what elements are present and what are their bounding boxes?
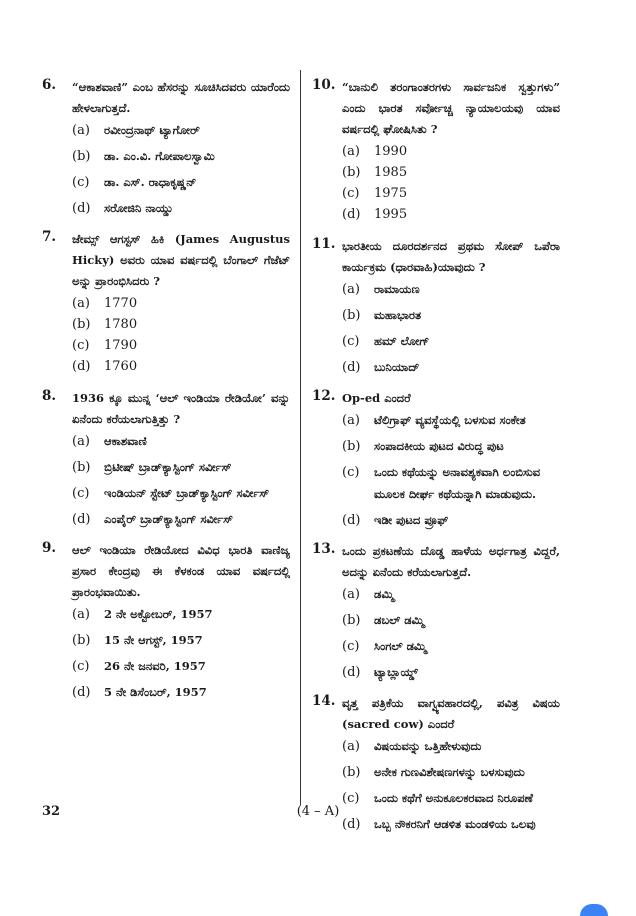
option-text: ಡಬಲ್ ಡಮ್ಮಿ [374,613,425,627]
option-label: (c) [342,639,360,654]
option-text: ಟ್ಯಾಬ್ಲಾಯ್ಡ್ [374,665,418,679]
option-label: (d) [72,685,91,700]
option-text: 5 ನೇ ಡಿಸೆಂಬರ್, 1957 [104,685,207,699]
option-a [342,739,560,757]
option-b [342,765,560,783]
option-b [342,613,560,631]
option-text: ಆಕಾಶವಾಣಿ [104,434,147,448]
option-a [342,413,560,431]
option-text: ಅನೇಕ ಗುಣವಿಶೇಷಣಗಳನ್ನು ಬಳಸುವುದು [374,765,525,779]
question-number: 13. [312,541,336,557]
option-c [342,186,560,205]
option-label: (c) [72,486,90,501]
option-label: (a) [72,607,90,622]
question-text: Op-ed ಎಂದರೆ [342,391,411,405]
option-list [342,282,560,378]
option-b [342,165,560,184]
option-label: (a) [342,587,360,602]
option-a [342,587,560,605]
option-text: ರವೀಂದ್ರನಾಥ್ ಟ್ಯಾಗೋರ್ [104,123,200,137]
option-text: 1760 [104,359,138,374]
page-number: 32 [42,804,61,819]
question-13 [312,541,560,683]
option-label: (b) [342,308,361,323]
option-label: (a) [72,123,90,138]
option-c [72,338,290,357]
corner-overlay-icon [580,904,608,916]
option-text: ಮಹಾಭಾರತ [374,308,422,322]
booklet-code: (4 – A) [296,804,340,819]
option-label: (d) [342,817,361,832]
option-label: (b) [342,439,361,454]
option-d [342,817,560,835]
option-text: ಒಂದು ಕಥೆಗೆ ಅನುಕೂಲಕರವಾದ ನಿರೂಪಣೆ [374,791,533,805]
option-text: 1990 [374,144,408,159]
question-text: ಒಂದು ಪ್ರಕಟಣೆಯ ದೊಡ್ಡ ಹಾಳೆಯ ಅರ್ಧಗಾತ್ರ ವಿದ್ದರೆ, ಅದನ್ನು ಏನೆಂದು ಕರೆಯಲಾಗುತ್ತದೆ. [342,544,560,579]
question-text: “ಬಾನುಲಿ ತರಂಗಾಂತರಗಳು ಸಾರ್ವಜನಿಕ ಸ್ವತ್ತುಗಳು” ಎಂದು ಭಾರತ ಸರ್ವೋಚ್ಚ ನ್ಯಾಯಾಲಯವು ಯಾವ ವರ್ಷದಲ್ಲಿ ಘೋಷಿಸಿತು ? [342,80,560,136]
option-label: (a) [342,739,360,754]
option-label: (b) [72,317,91,332]
option-text: ಡಮ್ಮಿ [374,587,394,601]
question-number: 8. [42,388,57,404]
option-label: (d) [342,665,361,680]
option-c [72,486,290,504]
question-number: 6. [42,77,57,93]
option-text: ಬ್ರಿಟೀಷ್ ಬ್ರಾಡ್‌ಕ್ಯಾಸ್ಟಿಂಗ್ ಸರ್ವೀಸ್ [104,460,232,474]
option-label: (b) [72,633,91,648]
option-label: (d) [72,359,91,374]
option-label: (a) [342,144,360,159]
option-label: (a) [342,413,360,428]
option-text: ಒಂದು ಕಥೆಯನ್ನು ಅನಾವಶ್ಯಕವಾಗಿ ಲಂಬಿಸುವ ಮೂಲಕ ದೀರ್ಘ ಕಥೆಯನ್ನಾಗಿ ಮಾಡುವುದು. [374,465,541,501]
option-b [72,460,290,478]
option-c [72,659,290,677]
option-label: (a) [72,296,90,311]
option-a [72,607,290,625]
question-text: “ಆಕಾಶವಾಣಿ” ಎಂಬ ಹೆಸರನ್ನು ಸೂಚಿಸಿದವರು ಯಾರೆಂದು ಹೇಳಲಾಗುತ್ತದೆ. [72,80,290,115]
option-b [342,308,560,326]
option-c [72,175,290,193]
option-a [72,434,290,452]
option-text: ಸಿಂಗಲ್ ಡಮ್ಮಿ [374,639,427,653]
option-text: ಹಮ್ ಲೋಗ್ [374,334,430,348]
option-c [342,639,560,657]
option-a [342,282,560,300]
question-number: 14. [312,693,336,709]
option-text: ಟೆಲಿಗ್ರಾಫ್ ವ್ಯವಸ್ಥೆಯಲ್ಲಿ ಬಳಸುವ ಸಂಕೇತ [374,413,526,427]
option-text: ಡಾ. ಎಸ್. ರಾಧಾಕೃಷ್ಣನ್ [104,175,197,189]
option-label: (c) [342,186,360,201]
option-label: (a) [342,282,360,297]
option-list [72,296,290,378]
option-text: 15 ನೇ ಆಗಸ್ಟ್, 1957 [104,633,203,647]
option-b [342,439,560,457]
question-text: ಆಲ್ ಇಂಡಿಯಾ ರೇಡಿಯೋದ ವಿವಿಧ ಭಾರತಿ ವಾಣಿಜ್ಯ ಪ್ರಸಾರ ಕೇಂದ್ರವು ಈ ಕೆಳಕಂಡ ಯಾವ ವರ್ಷದಲ್ಲಿ ಪ್ರಾರಂಭವಾಯಿತು. [72,543,290,599]
question-number: 9. [42,540,57,556]
option-list [342,144,560,226]
option-text: ಒಬ್ಬ ನೌಕರನಿಗೆ ಆಡಳಿತ ಮಂಡಳಿಯ ಒಲವು [374,817,536,831]
option-list [72,434,290,530]
option-b [72,149,290,167]
option-a [342,144,560,163]
option-label: (c) [342,334,360,349]
option-label: (b) [72,460,91,475]
question-10 [312,77,560,226]
option-list [342,739,560,835]
option-label: (b) [72,149,91,164]
option-text: 26 ನೇ ಜನವರಿ, 1957 [104,659,206,673]
option-text: ಸರೋಜಿನಿ ನಾಯ್ಡು [104,201,174,215]
option-text: ಡಾ. ಎಂ.ವಿ. ಗೋಪಾಲಸ್ವಾಮಿ [104,149,215,163]
option-text: ವಿಷಯವನ್ನು ಒತ್ತಿಹೇಳುವುದು [374,739,482,753]
option-list [72,123,290,219]
option-text: ಇಡೀ ಪುಟದ ಪ್ರೂಫ್ [374,513,449,527]
option-label: (b) [342,165,361,180]
option-text: 1770 [104,296,138,311]
question-7 [42,229,290,378]
right-column [312,77,560,845]
question-text: ಭಾರತೀಯ ದೂರದರ್ಶನದ ಪ್ರಥಮ ಸೋಪ್ ಒಪೆರಾ ಕಾರ್ಯಕ್ರಮ (ಧಾರವಾಹಿ)ಯಾವುದು ? [342,239,560,274]
option-text: ಬುನಿಯಾದ್ [374,360,420,374]
option-text: ಎಂಪೈರ್ ಬ್ರಾಡ್‌ಕ್ಯಾಸ್ಟಿಂಗ್ ಸರ್ವೀಸ್ [104,512,233,526]
column-divider [300,70,301,805]
option-list [342,413,560,531]
question-number: 11. [312,236,336,252]
question-number: 12. [312,388,336,404]
option-text: ಸಂಪಾದಕೀಯ ಪುಟದ ವಿರುದ್ಧ ಪುಟ [374,439,504,453]
question-9 [42,540,290,703]
option-label: (d) [342,207,361,222]
option-label: (d) [342,513,361,528]
option-text: 1975 [374,186,408,201]
option-label: (c) [72,175,90,190]
option-text: 1780 [104,317,138,332]
question-8 [42,388,290,530]
option-label: (b) [342,613,361,628]
option-c [342,334,560,352]
option-b [72,633,290,651]
option-d [72,359,290,378]
option-d [72,512,290,530]
option-label: (c) [72,338,90,353]
question-number: 7. [42,229,57,245]
question-text: 1936 ಕ್ಕೂ ಮುನ್ನ ‘ಆಲ್ ಇಂಡಿಯಾ ರೇಡಿಯೋ’ ವನ್ನು ಏನೆಂದು ಕರೆಯಲಾಗುತ್ತಿತ್ತು ? [72,391,290,426]
option-label: (c) [72,659,90,674]
option-list [342,587,560,683]
option-text: ರಾಮಾಯಣ [374,282,420,296]
option-label: (c) [342,465,360,480]
option-d [342,665,560,683]
option-text: 1985 [374,165,408,180]
question-text: ವೃತ್ತ ಪತ್ರಿಕೆಯ ವಾಗ್ವ್ಯವಹಾರದಲ್ಲಿ, ಪವಿತ್ರ ವಿಷಯ (sacred cow) ಎಂದರೆ [342,696,560,731]
option-text: 1790 [104,338,138,353]
question-11 [312,236,560,378]
option-c [342,465,560,505]
option-b [72,317,290,336]
option-text: 1995 [374,207,408,222]
question-12 [312,388,560,531]
option-label: (a) [72,434,90,449]
option-label: (d) [342,360,361,375]
option-d [72,685,290,703]
option-list [72,607,290,703]
question-number: 10. [312,77,336,93]
question-6 [42,77,290,219]
option-d [72,201,290,219]
option-a [72,123,290,141]
option-label: (d) [72,512,91,527]
option-d [342,513,560,531]
option-d [342,207,560,226]
option-text: ಇಂಡಿಯನ್ ಸ್ಟೇಟ್ ಬ್ರಾಡ್‌ಕ್ಯಾಸ್ಟಿಂಗ್ ಸರ್ವೀಸ್ [104,486,270,500]
question-text: ಜೇಮ್ಸ್ ಆಗಸ್ಟಸ್ ಹಿಕಿ (James Augustus Hicky) ಅವರು ಯಾವ ವರ್ಷದಲ್ಲಿ ಬೆಂಗಾಲ್ ಗೆಜೆಟ್ ಅನ್ನು ಪ್ರಾರಂಭಿಸಿದರು ? [72,232,290,288]
option-text: 2 ನೇ ಅಕ್ಟೋಬರ್, 1957 [104,607,213,621]
option-label: (b) [342,765,361,780]
option-label: (d) [72,201,91,216]
option-a [72,296,290,315]
option-label: (c) [342,791,360,806]
left-column [42,77,290,713]
option-d [342,360,560,378]
